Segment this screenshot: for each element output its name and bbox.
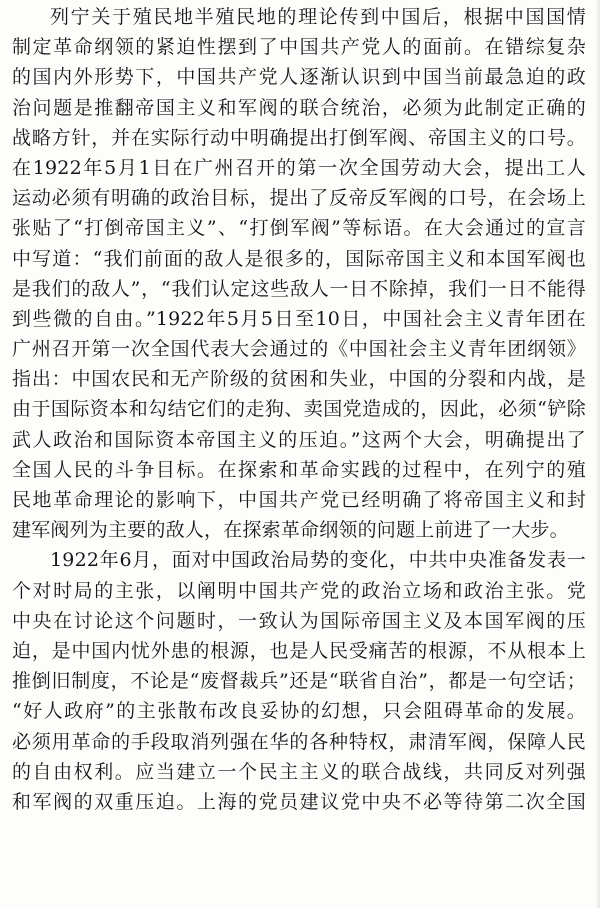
text-line: 建军阀列为主要的敌人，在探索革命纲领的问题上前进了一大步。 <box>12 519 569 542</box>
text-line: 推倒旧制度，不论是“废督裁兵”还是“联省自治”，都是一句空话； <box>12 670 586 693</box>
text-line: 指出：中国农民和无产阶级的贫困和失业，中国的分裂和内战，是 <box>12 368 586 391</box>
text-line: 迫，是中国内忧外患的根源，也是人民受痛苦的根源，不从根本上 <box>12 639 586 662</box>
text-line: 在1922年5月1日在广州召开的第一次全国劳动大会，提出工人 <box>12 156 586 179</box>
text-line: 个对时局的主张，以阐明中国共产党的政治立场和政治主张。党 <box>12 579 586 602</box>
text-line: 1922年6月，面对中国政治局势的变化，中共中央准备发表一 <box>50 549 586 572</box>
paragraph <box>12 545 586 817</box>
text-line: 张贴了“打倒帝国主义”、“打倒军阀”等标语。在大会通过的宣言 <box>12 217 586 240</box>
text-line: 制定革命纲领的紧迫性摆到了中国共产党人的面前。在错综复杂 <box>12 36 586 59</box>
text-line: 中央在讨论这个问题时，一致认为国际帝国主义及本国军阀的压 <box>12 609 586 632</box>
scan-edge-shadow <box>595 0 600 908</box>
text-line: 是我们的敌人”，“我们认定这些敌人一日不除掉，我们一日不能得 <box>12 277 586 300</box>
text-line: 必须用革命的手段取消列强在华的各种特权，肃清军阀，保障人民 <box>12 730 586 753</box>
text-line: 的自由权利。应当建立一个民主主义的联合战线，共同反对列强 <box>12 760 586 783</box>
paragraph <box>12 2 586 545</box>
text-line: 的国内外形势下，中国共产党人逐渐认识到中国当前最急迫的政 <box>12 66 586 89</box>
text-line: 列宁关于殖民地半殖民地的理论传到中国后，根据中国国情 <box>50 6 586 28</box>
text-line: 运动必须有明确的政治目标，提出了反帝反军阀的口号，在会场上 <box>12 187 586 210</box>
text-line: 战略方针，并在实际行动中明确提出打倒军阀、帝国主义的口号。 <box>12 126 586 149</box>
text-line: 广州召开第一次全国代表大会通过的《中国社会主义青年团纲领》 <box>12 338 586 361</box>
text-line: 全国人民的斗争目标。在探索和革命实践的过程中，在列宁的殖 <box>12 458 586 481</box>
text-line: “好人政府”的主张散布改良妥协的幻想，只会阻碍革命的发展。 <box>12 700 586 723</box>
text-line: 民地革命理论的影响下，中国共产党已经明确了将帝国主义和封 <box>12 489 586 511</box>
text-line: 和军阀的双重压迫。上海的党员建议党中央不必等待第二次全国 <box>12 790 586 813</box>
text-line: 武人政治和国际资本帝国主义的压迫。”这两个大会，明确提出了 <box>12 428 586 451</box>
text-line: 到些微的自由。”1922年5月5日至10日，中国社会主义青年团在 <box>12 307 586 330</box>
text-line: 由于国际资本和勾结它们的走狗、卖国党造成的，因此，必须“铲除 <box>12 398 586 421</box>
text-line: 中写道：“我们前面的敌人是很多的，国际帝国主义和本国军阀也 <box>12 247 586 270</box>
text-line: 治问题是推翻帝国主义和军阀的联合统治，必须为此制定正确的 <box>12 96 586 119</box>
